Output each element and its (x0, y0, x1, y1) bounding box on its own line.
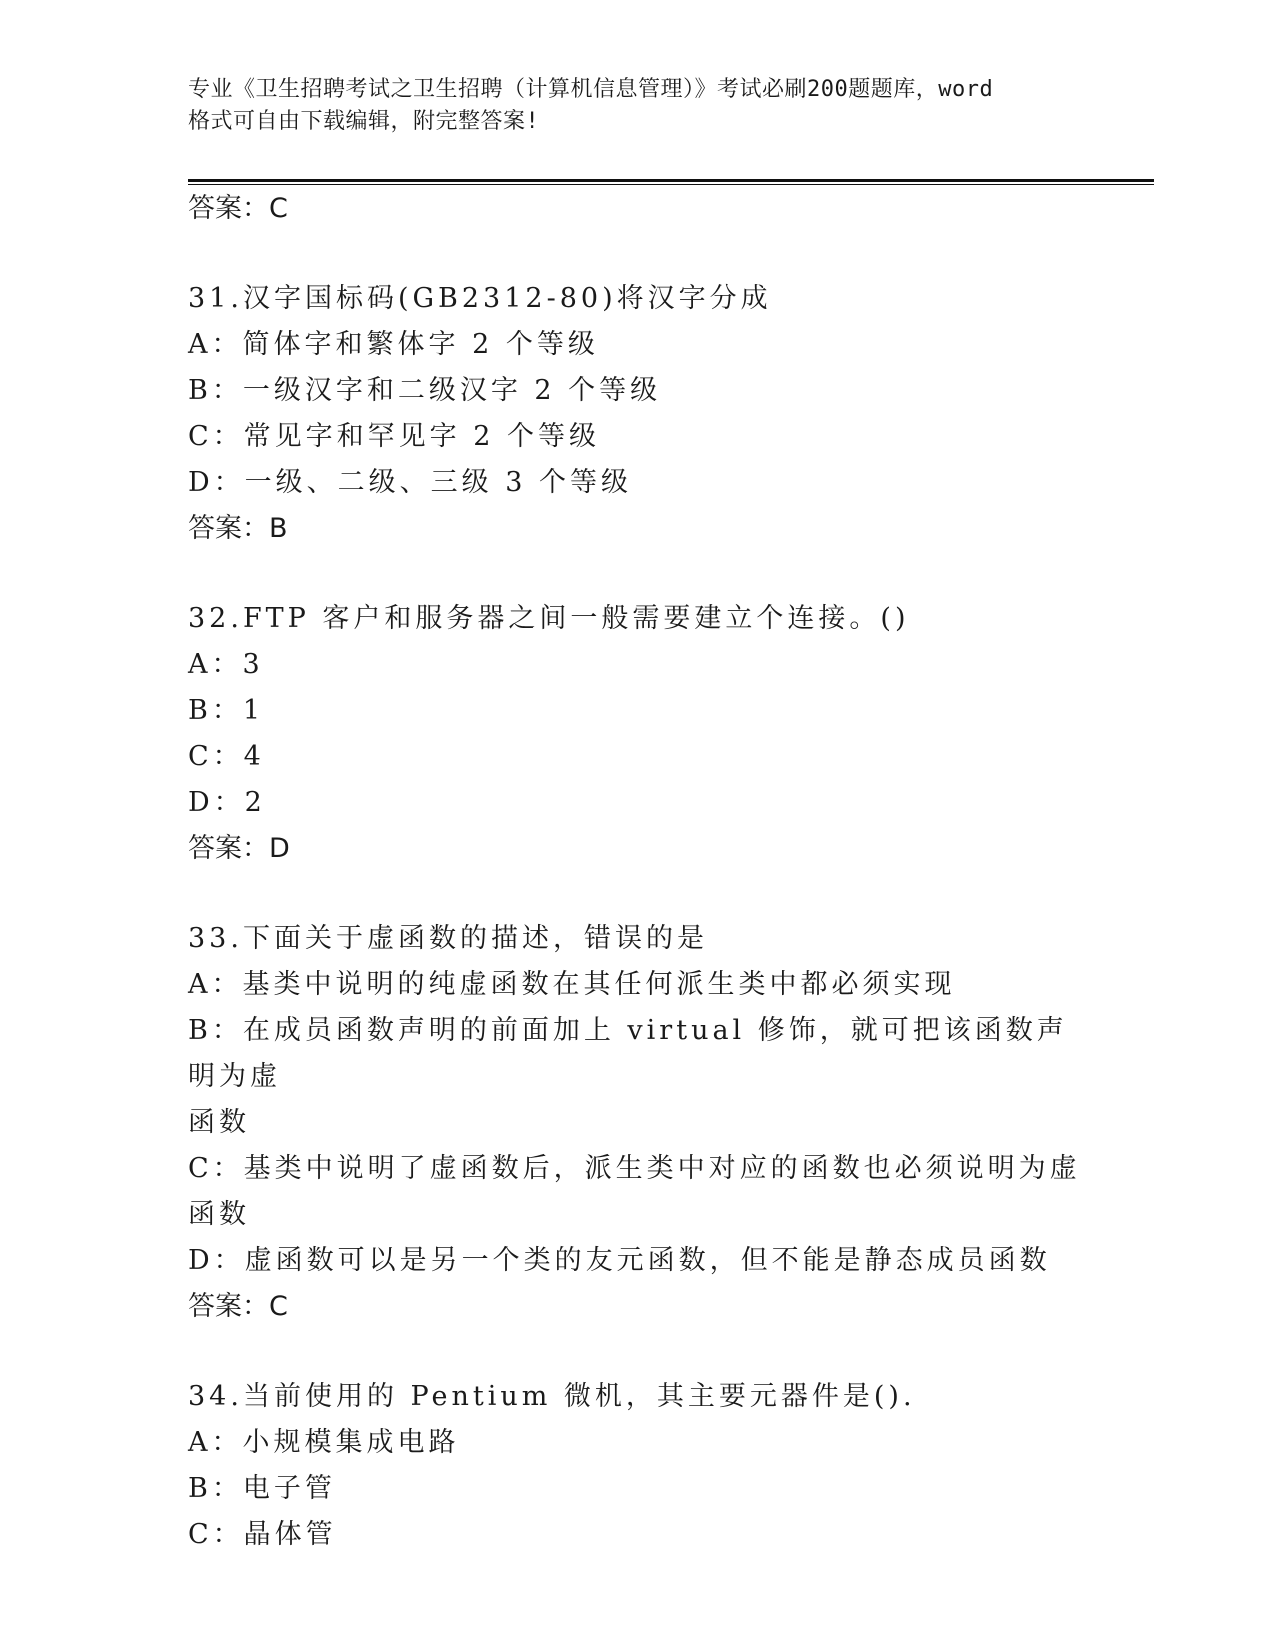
header-rule (188, 179, 1154, 182)
question-stem: 31.汉字国标码(GB2312-80)将汉字分成 (188, 283, 772, 314)
option-c: C：基类中说明了虚函数后，派生类中对应的函数也必须说明为虚函数 (188, 1153, 1081, 1230)
question-stem: 34.当前使用的 Pentium 微机，其主要元器件是(). (188, 1381, 916, 1412)
question-32 (188, 596, 1088, 872)
header-line-1: 专业《卫生招聘考试之卫生招聘（计算机信息管理）》考试必刷200题题库，word (188, 77, 994, 102)
answer-label: 答案：C (188, 193, 288, 224)
option-c: C：4 (188, 741, 265, 772)
option-a: A：简体字和繁体字 2 个等级 (188, 329, 599, 360)
option-d: D：虚函数可以是另一个类的友元函数，但不能是静态成员函数 (188, 1245, 1051, 1276)
question-34 (188, 1374, 1088, 1558)
document-header (188, 74, 1088, 138)
question-33 (188, 916, 1088, 1330)
option-b: B：一级汉字和二级汉字 2 个等级 (188, 375, 662, 406)
option-c: C：常见字和罕见字 2 个等级 (188, 421, 601, 452)
answer-label: 答案：B (188, 513, 288, 544)
question-stem: 33.下面关于虚函数的描述，错误的是 (188, 923, 708, 954)
option-b: B：1 (188, 695, 265, 726)
header-rule-thin (188, 184, 1154, 185)
option-d: D：2 (188, 787, 266, 818)
answer-label: 答案：D (188, 833, 290, 864)
option-a: A：基类中说明的纯虚函数在其任何派生类中都必须实现 (188, 969, 956, 1000)
option-b-continued: 函数 (188, 1107, 250, 1138)
header-line-2: 格式可自由下载编辑，附完整答案! (188, 109, 540, 134)
question-stem: 32.FTP 客户和服务器之间一般需要建立个连接。() (188, 603, 910, 634)
question-list (188, 186, 1088, 1558)
option-d: D：一级、二级、三级 3 个等级 (188, 467, 632, 498)
option-a: A：小规模集成电路 (188, 1427, 460, 1458)
answer-label: 答案：C (188, 1291, 288, 1322)
option-c: C：晶体管 (188, 1519, 337, 1550)
option-b: B：电子管 (188, 1473, 336, 1504)
question-31 (188, 276, 1088, 552)
option-a: A：3 (188, 649, 264, 680)
option-b: B：在成员函数声明的前面加上 virtual 修饰，就可把该函数声明为虚 (188, 1015, 1068, 1092)
